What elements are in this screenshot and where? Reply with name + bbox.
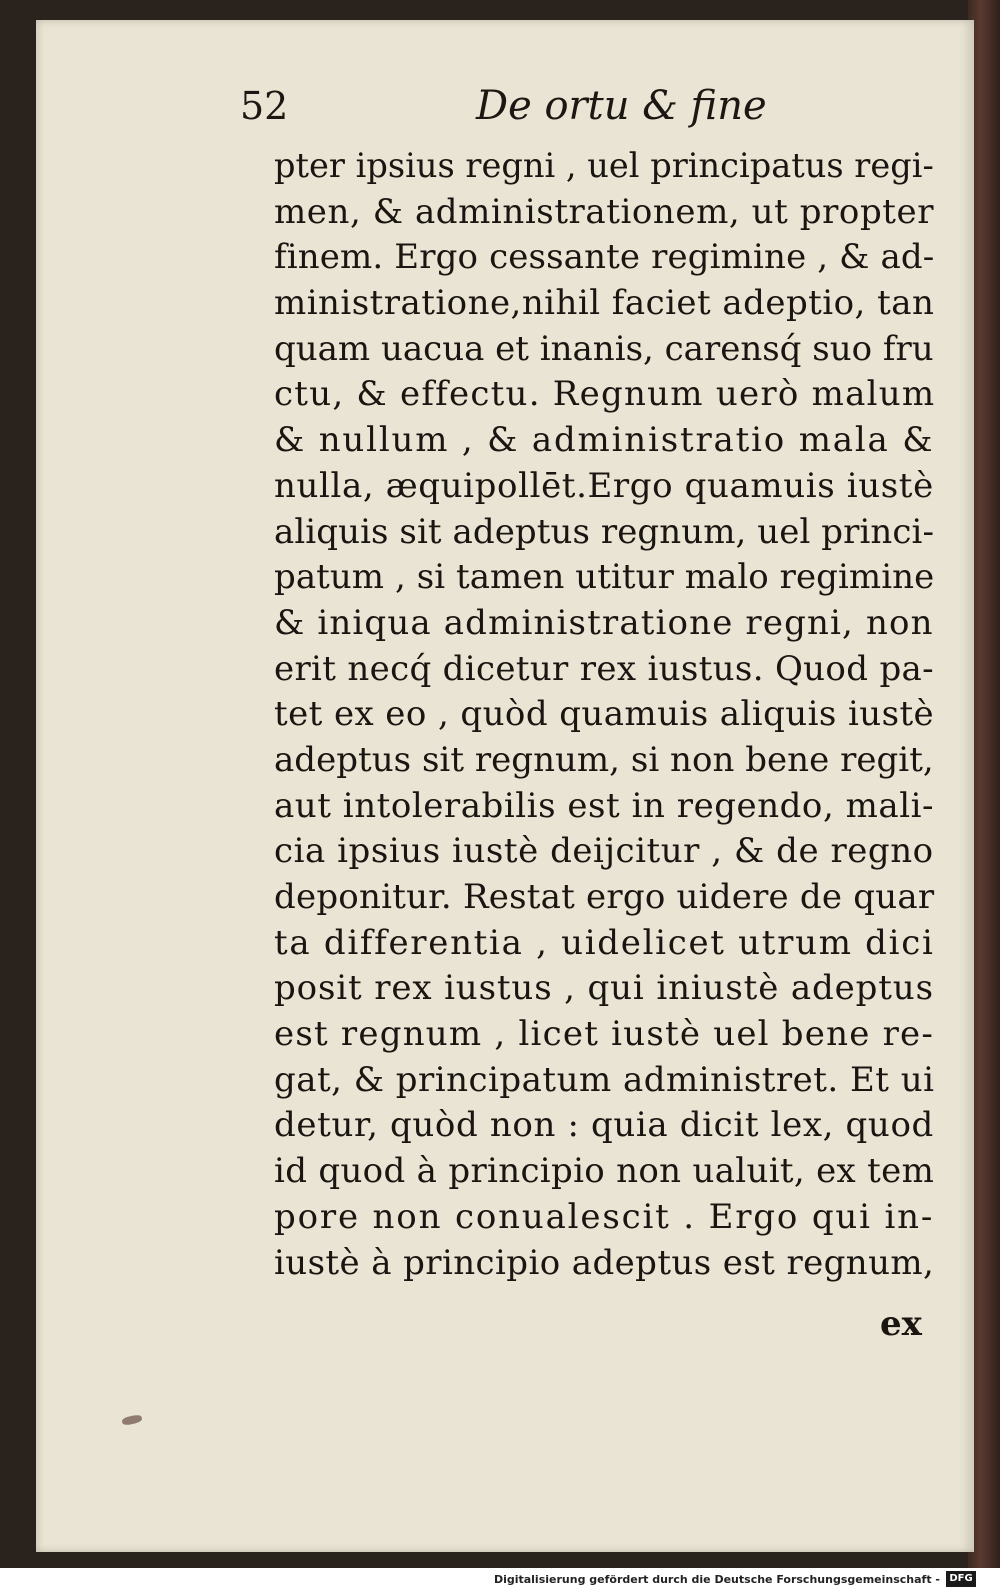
text-line: posit rex iustus , qui iniustè adeptus <box>274 968 934 1009</box>
catchword: ex <box>880 1304 922 1344</box>
text-line: detur, quòd non : quia dicit lex, quod <box>274 1105 934 1146</box>
text-line: ctu, & effectu. Regnum uerò malum <box>274 374 936 415</box>
page-number: 52 <box>240 84 289 128</box>
footer-bar <box>0 1568 1000 1592</box>
text-line: gat, & principatum administret. Et ui <box>274 1059 935 1100</box>
text-line: patum , si tamen utitur malo regimine <box>274 557 935 598</box>
text-line: aut intolerabilis est in regendo, mali- <box>274 785 935 826</box>
footer-credit: Digitalisierung gefördert durch die Deutsche Forschungsgemeinschaft - <box>493 1573 940 1586</box>
text-line: finem. Ergo cessante regimine , & ad- <box>274 237 935 278</box>
text-line: erit necq́ dicetur rex iustus. Quod pa- <box>274 648 934 689</box>
text-line: ministratione,nihil faciet adeptio, tan <box>274 283 935 324</box>
running-title: De ortu & fine <box>476 83 767 129</box>
text-line: men, & administrationem, ut propter <box>274 191 935 232</box>
dfg-logo-icon: DFG <box>946 1571 976 1587</box>
ink-smudge-icon <box>121 1414 142 1426</box>
body-text <box>274 144 934 1286</box>
text-line: ta differentia , uidelicet utrum dici <box>274 922 935 963</box>
text-line: adeptus sit regnum, si non bene regit, <box>274 739 934 780</box>
text-line: iustè à principio adeptus est regnum, <box>274 1242 935 1283</box>
text-line: pore non conualescit . Ergo qui in- <box>274 1196 935 1237</box>
text-line: aliquis sit adeptus regnum, uel princi- <box>274 511 935 552</box>
text-line: id quod à principio non ualuit, ex tem <box>274 1151 935 1192</box>
text-line: tet ex eo , quòd quamuis aliquis iustè <box>274 694 935 735</box>
text-line: & iniqua administratione regni, non <box>274 602 934 643</box>
text-line: pter ipsius regni , uel principatus regi- <box>274 146 934 186</box>
text-line: quam uacua et inanis, carensq́ suo fru <box>274 328 934 369</box>
text-line: cia ipsius iustè deijcitur , & de regno <box>274 831 934 872</box>
text-line: nulla, æquipollēt.Ergo quamuis iustè <box>274 465 934 506</box>
running-head <box>240 80 940 132</box>
text-line: deponitur. Restat ergo uidere de quar <box>274 877 935 917</box>
text-line: est regnum , licet iustè uel bene re- <box>274 1014 935 1055</box>
text-line: & nullum , & administratio mala & <box>274 420 935 461</box>
